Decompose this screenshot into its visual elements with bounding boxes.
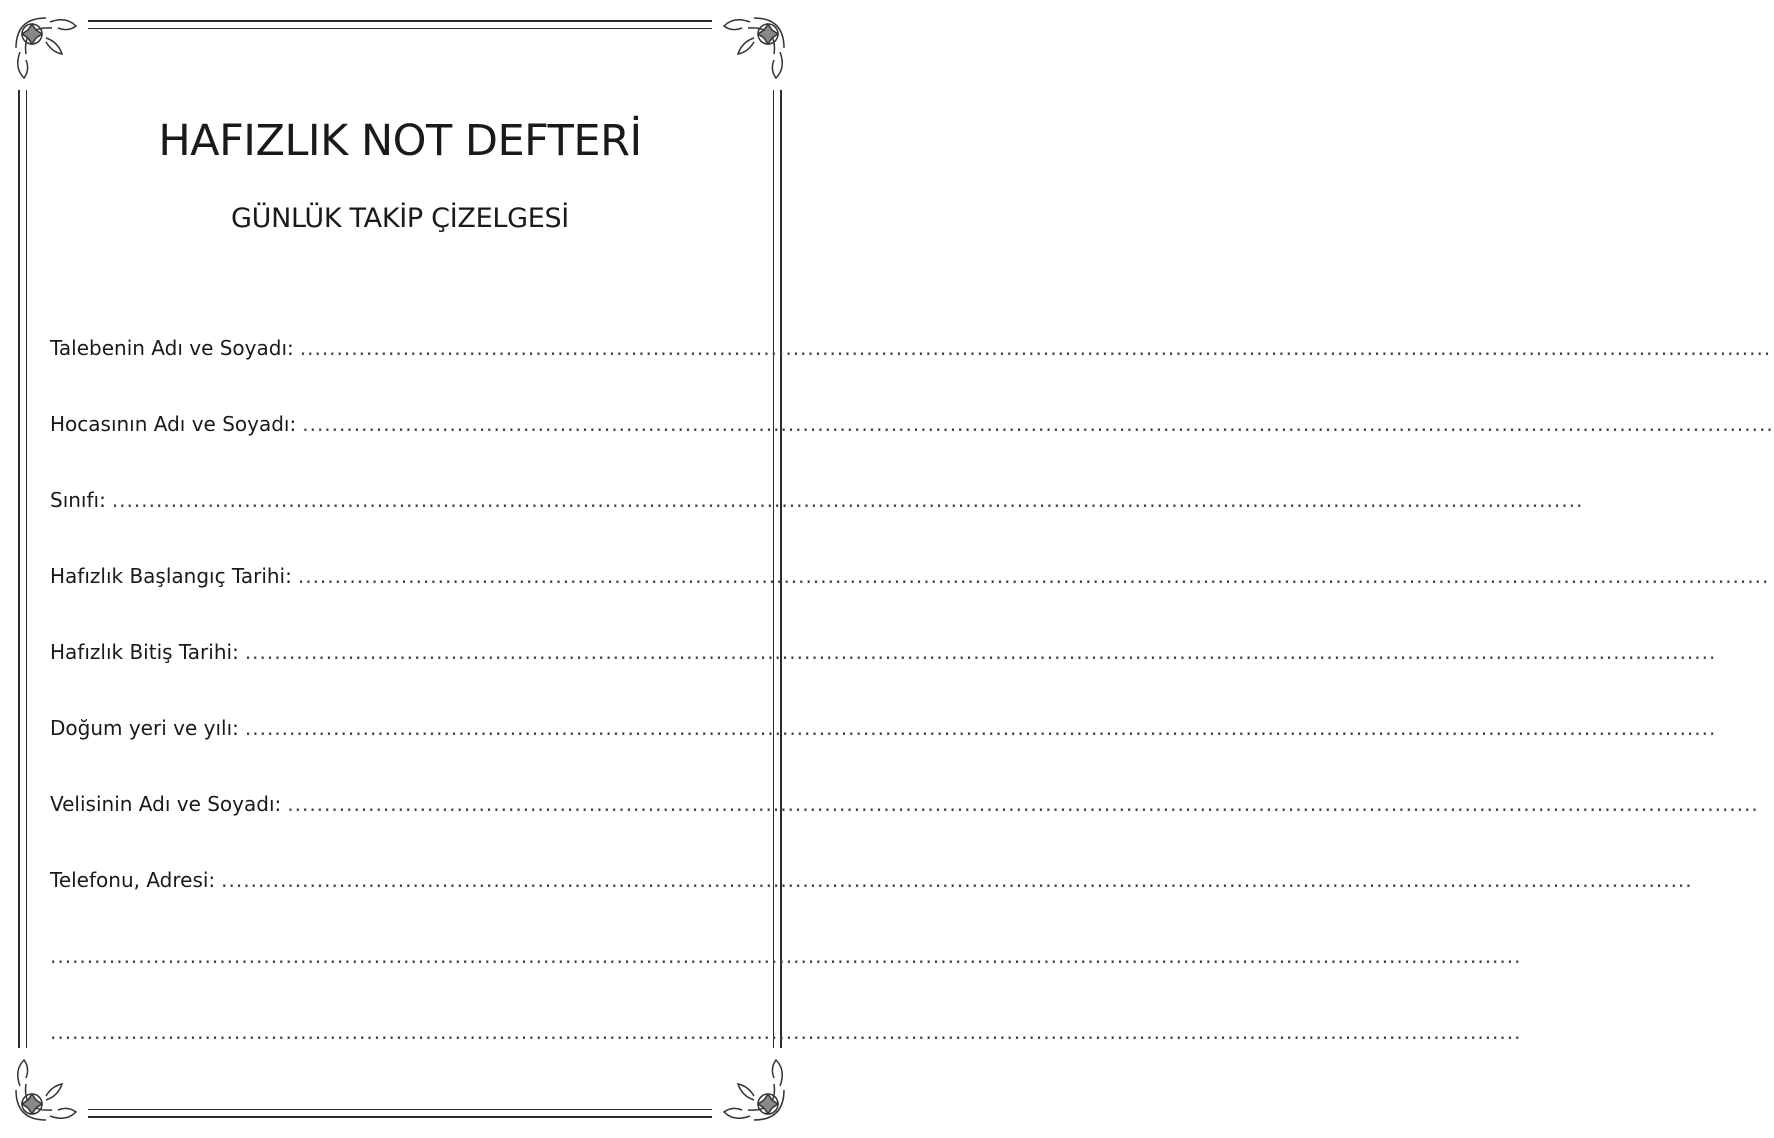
fill-in-line[interactable]: ........................................................................................................................................................................................................ (111, 488, 1584, 512)
fill-in-line[interactable]: ........................................................................................................................................................................................................ (50, 944, 1522, 968)
fill-in-line[interactable]: ........................................................................................................................................................................................................ (244, 640, 1717, 664)
field-extra-line-1 (50, 944, 1522, 1020)
fill-in-line[interactable]: ........................................................................................................................................................................................................ (287, 792, 1759, 816)
field-guardian-name (50, 792, 1759, 868)
field-label: Sınıfı: (50, 488, 106, 512)
field-label: Velisinin Adı ve Soyadı: (50, 792, 282, 816)
field-phone-address (50, 868, 1693, 944)
form-fields (50, 336, 1774, 1096)
page-subtitle: GÜNLÜK TAKİP ÇİZELGESİ (231, 203, 569, 234)
field-label: Hocasının Adı ve Soyadı: (50, 412, 297, 436)
field-label: Doğum yeri ve yılı: (50, 716, 239, 740)
fill-in-line[interactable]: ........................................................................................................................................................................................................ (221, 868, 1693, 892)
field-label: Hafızlık Başlangıç Tarihi: (50, 564, 292, 588)
floral-ornament-icon (6, 8, 88, 90)
fill-in-line[interactable]: ........................................................................................................................................................................................................ (50, 1020, 1522, 1044)
fill-in-line[interactable]: ........................................................................................................................................................................................................ (302, 412, 1774, 436)
field-extra-line-2 (50, 1020, 1522, 1096)
field-end-date (50, 640, 1717, 716)
field-start-date (50, 564, 1770, 640)
field-birthplace-year (50, 716, 1717, 792)
page-title: HAFIZLIK NOT DEFTERİ (158, 116, 642, 166)
fill-in-line[interactable]: ........................................................................................................................................................................................................ (297, 564, 1770, 588)
field-teacher-name (50, 412, 1774, 488)
field-label: Talebenin Adı ve Soyadı: (50, 336, 294, 360)
floral-ornament-icon (712, 8, 794, 90)
fill-in-line[interactable]: ........................................................................................................................................................................................................ (244, 716, 1717, 740)
field-class (50, 488, 1584, 564)
field-student-name (50, 336, 1772, 412)
field-label: Hafızlık Bitiş Tarihi: (50, 640, 239, 664)
field-label: Telefonu, Adresi: (50, 868, 216, 892)
fill-in-line[interactable]: ........................................................................................................................................................................................................ (299, 336, 1772, 360)
